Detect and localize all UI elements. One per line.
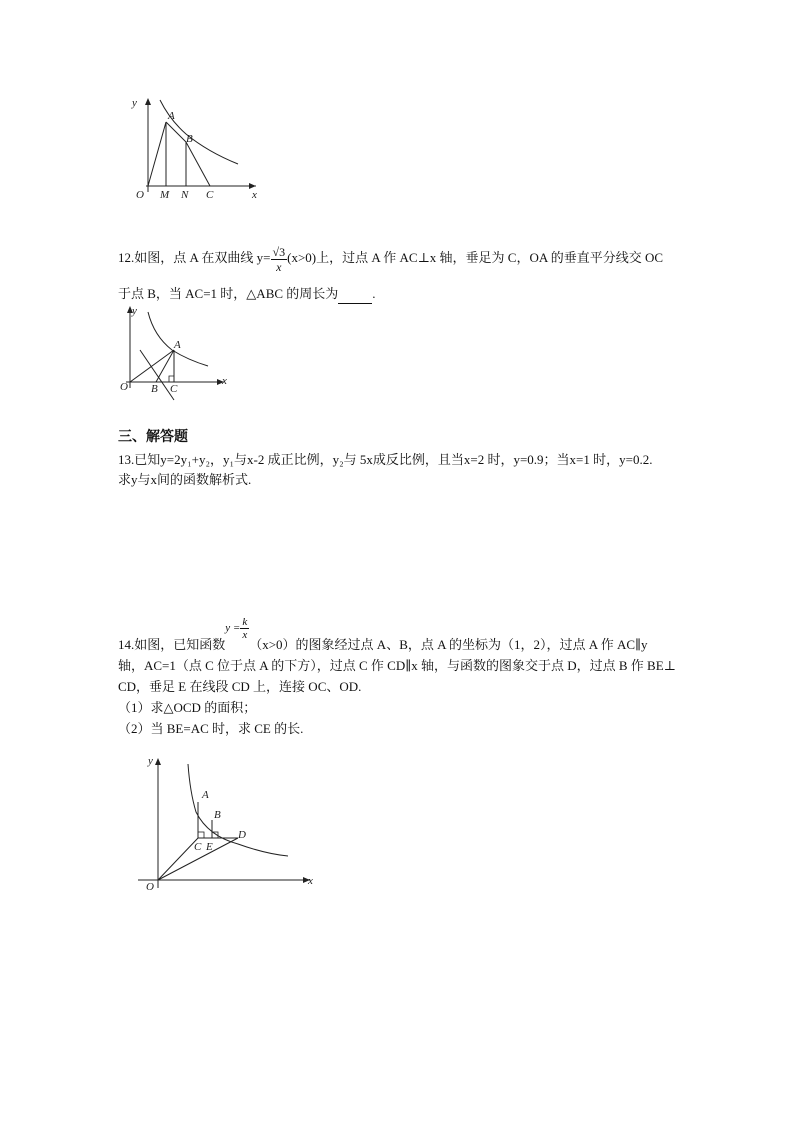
question-14-line2: 轴，AC=1（点 C 位于点 A 的下方），过点 C 作 CD∥x 轴，与函数的图象交于点 D，过点 B 作 BE⊥ bbox=[118, 658, 676, 673]
label-y: y bbox=[148, 755, 153, 767]
segment-OA bbox=[148, 122, 166, 186]
label-E: E bbox=[206, 841, 213, 853]
segment-AB bbox=[166, 122, 186, 142]
figure-q12 bbox=[116, 302, 236, 404]
segment-OC bbox=[158, 838, 198, 880]
answer-blank[interactable] bbox=[338, 289, 372, 304]
label-x: x bbox=[222, 375, 227, 387]
label-M: M bbox=[160, 189, 170, 201]
question-14-line3: CD，垂足 E 在线段 CD 上，连接 OC、OD. bbox=[118, 679, 362, 694]
label-O: O bbox=[120, 381, 128, 393]
figure-q11-svg bbox=[128, 92, 262, 202]
label-x: x bbox=[308, 875, 313, 887]
figure-q14 bbox=[128, 752, 324, 894]
label-C: C bbox=[194, 841, 202, 853]
q12-text-d: . bbox=[372, 286, 376, 301]
question-12-line2 bbox=[118, 284, 376, 304]
hyperbola-curve bbox=[188, 764, 288, 856]
figure-q12-svg bbox=[116, 302, 236, 404]
y-axis-arrow bbox=[145, 98, 151, 105]
question-14-sub2: （2）当 BE=AC 时，求 CE 的长. bbox=[118, 721, 304, 736]
question-14-sub1: （1）求△OCD 的面积； bbox=[118, 700, 257, 715]
question-13-line2: 求y与x间的函数解析式. bbox=[118, 472, 252, 487]
label-A: A bbox=[168, 110, 175, 122]
label-x: x bbox=[252, 189, 257, 201]
label-B: B bbox=[151, 383, 158, 395]
label-O: O bbox=[136, 189, 144, 201]
q14-formula bbox=[225, 616, 249, 641]
q12-text-a: 12.如图，点 A 在双曲线 y= bbox=[118, 250, 271, 265]
label-B: B bbox=[214, 809, 221, 821]
q12-frac-numerator: √3 bbox=[272, 244, 286, 259]
y-axis-arrow bbox=[155, 758, 161, 765]
label-A: A bbox=[174, 339, 181, 351]
figure-q11 bbox=[128, 92, 262, 202]
label-A: A bbox=[202, 789, 209, 801]
label-C: C bbox=[170, 383, 178, 395]
label-B: B bbox=[186, 133, 193, 145]
right-angle-mark bbox=[169, 376, 174, 382]
q14-frac-denominator: x bbox=[242, 629, 248, 641]
q12-text-b: (x>0)上，过点 A 作 AC⊥x 轴，垂足为 C，OA 的垂直平分线交 OC bbox=[287, 250, 664, 265]
label-y: y bbox=[132, 97, 137, 109]
q12-frac-denominator: x bbox=[276, 259, 282, 274]
label-C: C bbox=[206, 189, 214, 201]
label-N: N bbox=[181, 189, 189, 201]
q12-text-c: 于点 B，当 AC=1 时，△ABC 的周长为 bbox=[118, 286, 339, 301]
q14-text-b: （x>0）的图象经过点 A、B，点 A 的坐标为（1，2），过点 A 作 AC∥y bbox=[249, 637, 648, 653]
section-heading: 三、解答题 bbox=[118, 430, 188, 445]
right-angle-mark-C bbox=[198, 832, 204, 838]
question-13-line1: 13.已知y=2y₁+y₂，y₁与x-2 成正比例，y₂与 5x成反比例，且当x=2 时，y=0.9；当x=1 时，y=0.2. bbox=[118, 452, 653, 467]
q14-frac-numerator: k bbox=[242, 616, 248, 628]
label-y: y bbox=[132, 305, 137, 317]
q14-fraction bbox=[240, 616, 249, 641]
label-D: D bbox=[238, 829, 246, 841]
question-12-line1 bbox=[118, 240, 663, 276]
q14-formula-lhs: y = bbox=[225, 622, 241, 635]
q14-text-a: 14.如图，已知函数 bbox=[118, 637, 226, 653]
label-O: O bbox=[146, 881, 154, 893]
segment-OA bbox=[130, 350, 174, 382]
figure-q14-svg bbox=[128, 752, 324, 894]
q12-fraction bbox=[271, 245, 288, 274]
